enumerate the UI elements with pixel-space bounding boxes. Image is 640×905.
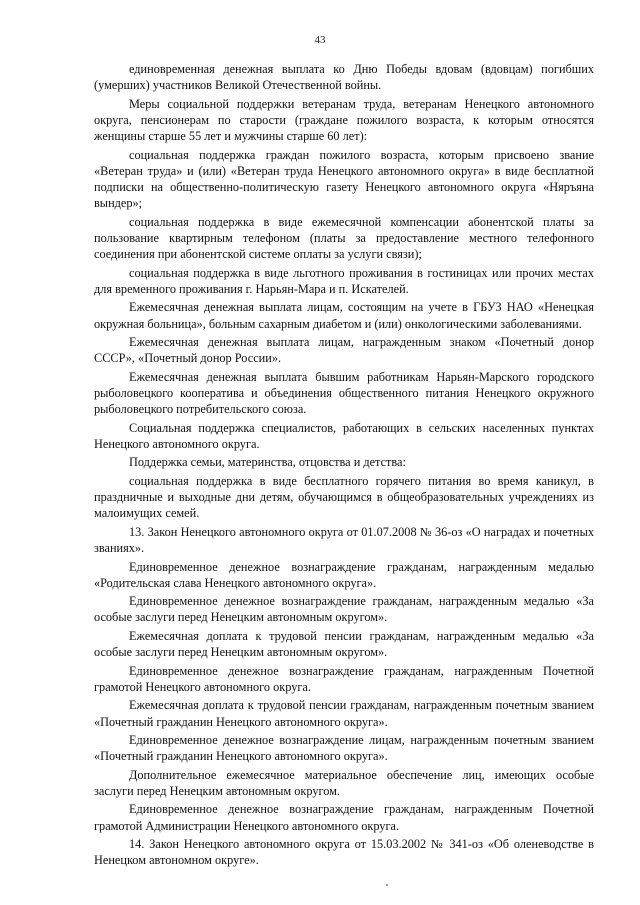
paragraph-veterans-support-measures: Меры социальной поддержки ветеранам труда, ветеранам Ненецкого автономного округа, пенсионерам по старости (граждане пожилого возраста, к которым относятся женщины старше 55 лет и мужчины старше 60 лет): (94, 96, 594, 144)
paragraph-special-merit-medal-lump-sum: Единовременное денежное вознаграждение гражданам, награжденным медалью «За особые заслуги перед Ненецким автономным округом». (94, 594, 594, 625)
paragraph-fishery-workers-payment: Ежемесячная денежная выплата бывшим работникам Нарьян-Марского городского рыболовецкого кооператива и объединения общественного питания Ненецкого окружного рыболовецкого потребительского союза. (94, 369, 594, 417)
paragraph-family-support-heading: Поддержка семьи, материнства, отцовства и детства: (129, 455, 406, 470)
paragraph-law-14-reindeer: 14. Закон Ненецкого автономного округа от 15.03.2002 № 341-оз «Об оленеводстве в Ненецком автономном округе». (94, 837, 594, 868)
paragraph-law-13-awards: 13. Закон Ненецкого автономного округа от 01.07.2008 № 36-оз «О наградах и почетных званиях». (94, 524, 594, 556)
paragraph-honorary-citizen-lump-sum: Единовременное денежное вознаграждение лицам, награжденным почетным званием «Почетный гражданин Ненецкого автономного округа». (94, 732, 594, 764)
paragraph-newspaper-subscription: социальная поддержка граждан пожилого возраста, которым присвоено звание «Ветеран труда» и (или) «Ветеран труда Ненецкого автономного округа» в виде бесплатной подписки на общественно-политическую газету Ненецкого автономного округа «Няръяна вындер»; (94, 147, 594, 211)
paragraph-diabetes-oncology-payment: Ежемесячная денежная выплата лицам, состоящим на учете в ГБУЗ НАО «Ненецкая окружная больница», больным сахарным диабетом и (или) онкологическими заболеваниями. (94, 300, 594, 331)
page-number: 43 (314, 34, 326, 46)
paragraph-administration-diploma: Единовременное денежное вознаграждение гражданам, награжденным Почетной грамотой Администрации Ненецкого автономного округа. (94, 802, 594, 833)
paragraph-victory-day-payment: единовременная денежная выплата ко Дню Победы вдовам (вдовцам) погибших (умерших) участников Великой Отечественной войны. (94, 62, 594, 93)
paragraph-honorary-diploma-lump-sum: Единовременное денежное вознаграждение гражданам, награжденным Почетной грамотой Ненецкого автономного округа. (94, 663, 594, 694)
paragraph-honorary-citizen-pension: Ежемесячная доплата к трудовой пенсии гражданам, награжденным почетным званием «Почетный гражданин Ненецкого автономного округа». (94, 698, 594, 729)
document-body (94, 61, 594, 871)
paragraph-blood-donor-payment: Ежемесячная денежная выплата лицам, награжденным знаком «Почетный донор СССР», «Почетный донор России». (94, 335, 594, 366)
paragraph-special-merit-medal-pension: Ежемесячная доплата к трудовой пенсии гражданам, награжденным медалью «За особые заслуги перед Ненецким автономным округом». (94, 628, 594, 660)
paragraph-rural-specialists-support: Социальная поддержка специалистов, работающих в сельских населенных пунктах Ненецкого автономного округа. (94, 420, 594, 451)
scan-dot (386, 884, 388, 886)
paragraph-additional-material-support: Дополнительное ежемесячное материальное обеспечение лиц, имеющих особые заслуги перед Ненецким автономным округом. (94, 767, 594, 798)
paragraph-hotel-accommodation: социальная поддержка в виде льготного проживания в гостиницах или прочих местах для временного проживания г. Нарьян-Мара и п. Искателей. (94, 265, 594, 296)
paragraph-free-hot-meals: социальная поддержка в виде бесплатного горячего питания во время каникул, в праздничные и выходные дни детям, обучающимся в общеобразовательных учреждениях из малоимущих семей. (94, 473, 594, 521)
paragraph-telephone-compensation: социальная поддержка в виде ежемесячной компенсации абонентской платы за пользование квартирным телефоном (платы за предоставление местного телефонного соединения при абонентской системе оплаты за услуги связи); (94, 214, 594, 262)
paragraph-parental-glory-medal: Единовременное денежное вознаграждение гражданам, награжденным медалью «Родительская слава Ненецкого автономного округа». (94, 559, 594, 590)
